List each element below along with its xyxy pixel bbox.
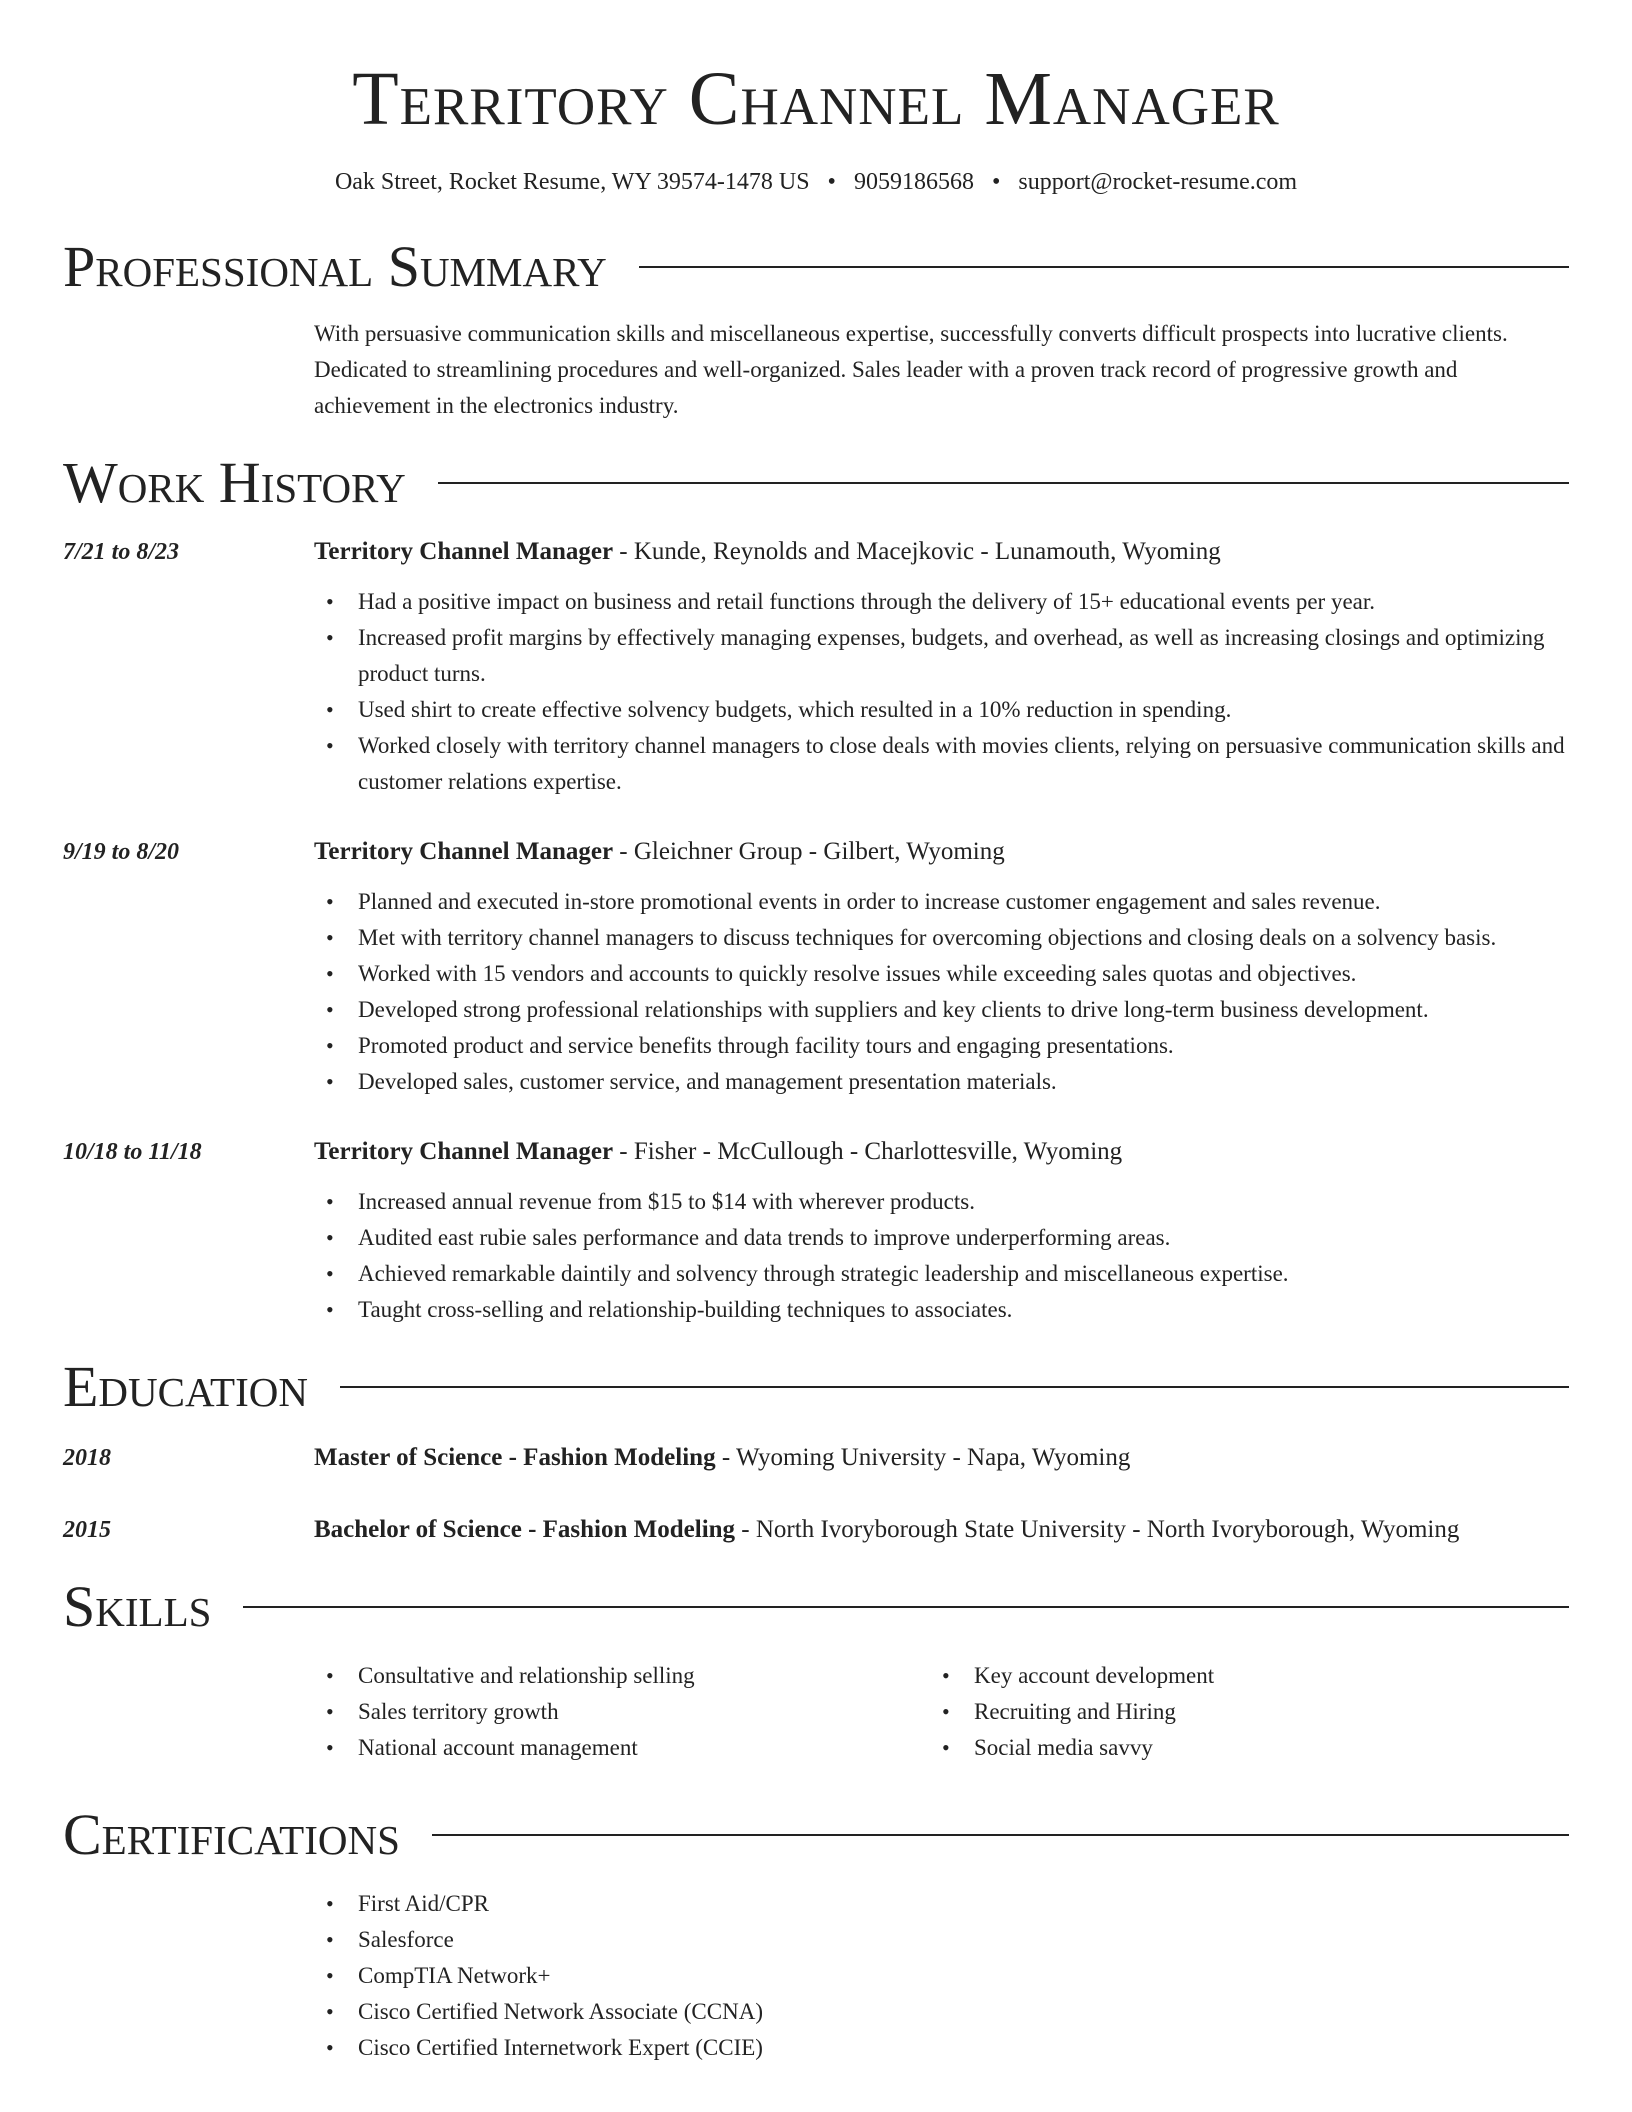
section-certifications-heading (63, 1802, 1569, 1868)
list-item: • Increased annual revenue from $15 to $14 with wherever products. (314, 1184, 1569, 1220)
job-employer: - Fisher - McCullough - Charlottesville, Wyoming (613, 1138, 1123, 1166)
list-item: • Increased profit margins by effectively managing expenses, budgets, and overhead, as well as increasing closings and optimizing product turns. (314, 620, 1569, 692)
section-divider (438, 482, 1569, 484)
section-skills-heading (63, 1574, 1569, 1640)
section-divider (432, 1834, 1569, 1836)
certifications-list (314, 1886, 1569, 2066)
separator: • (991, 168, 1001, 195)
list-item: • Met with territory channel managers to discuss techniques for overcoming objections and closing deals on a solvency basis. (314, 920, 1569, 956)
job-bullets (314, 584, 1569, 800)
list-item: • Consultative and relationship selling (314, 1658, 930, 1694)
list-item: • Social media savvy (930, 1730, 1546, 1766)
job-bullets (314, 884, 1569, 1100)
list-item: • First Aid/CPR (314, 1886, 1569, 1922)
job-dates: 7/21 to 8/23 (63, 539, 180, 566)
list-item: • CompTIA Network+ (314, 1958, 1569, 1994)
list-item: • Planned and executed in-store promotional events in order to increase customer engagement and sales revenue. (314, 884, 1569, 920)
job-title-line (314, 534, 1569, 570)
degree: Master of Science - Fashion Modeling (314, 1444, 716, 1472)
list-item: • Cisco Certified Internetwork Expert (CCIE) (314, 2030, 1569, 2066)
job-dates: 9/19 to 8/20 (63, 839, 180, 866)
section-title: Professional Summary (63, 234, 607, 300)
list-item: • Recruiting and Hiring (930, 1694, 1546, 1730)
section-divider (340, 1386, 1569, 1388)
job-entry (63, 834, 1569, 1100)
job-entry (63, 534, 1569, 800)
section-summary-heading (63, 234, 1569, 300)
list-item: • Promoted product and service benefits through facility tours and engaging presentations. (314, 1028, 1569, 1064)
job-employer: - Gleichner Group - Gilbert, Wyoming (613, 838, 1005, 866)
list-item: • Taught cross-selling and relationship-building techniques to associates. (314, 1292, 1569, 1328)
list-item: • Developed sales, customer service, and management presentation materials. (314, 1064, 1569, 1100)
skills-column-right (930, 1658, 1546, 1766)
list-item: • Salesforce (314, 1922, 1569, 1958)
section-education-heading (63, 1354, 1569, 1420)
job-dates: 10/18 to 11/18 (63, 1139, 202, 1166)
list-item: • Used shirt to create effective solvency budgets, which resulted in a 10% reduction in spending. (314, 692, 1569, 728)
job-title: Territory Channel Manager (314, 838, 614, 866)
education-entry (63, 1440, 1569, 1476)
phone: 9059186568 (853, 168, 974, 195)
list-item: • Sales territory growth (314, 1694, 930, 1730)
section-title: Education (63, 1354, 308, 1420)
list-item: • Worked closely with territory channel managers to close deals with movies clients, relying on persuasive communication skills and customer relations expertise. (314, 728, 1569, 800)
education-entry (63, 1512, 1569, 1548)
skills-list (314, 1658, 1569, 1766)
list-item: • Developed strong professional relationships with suppliers and key clients to drive long-term business development. (314, 992, 1569, 1028)
job-title-line (314, 834, 1569, 870)
job-entry (63, 1134, 1569, 1328)
education-year: 2015 (63, 1517, 111, 1544)
school: - North Ivoryborough State University - North Ivoryborough, Wyoming (735, 1516, 1460, 1544)
job-employer: - Kunde, Reynolds and Macejkovic - Lunamouth, Wyoming (613, 538, 1221, 566)
section-title: Certifications (63, 1802, 400, 1868)
school: - Wyoming University - Napa, Wyoming (715, 1444, 1131, 1472)
skills-column-left (314, 1658, 930, 1766)
job-bullets (314, 1184, 1569, 1328)
address: Oak Street, Rocket Resume, WY 39574-1478 US (334, 168, 810, 195)
contact-line (63, 168, 1569, 197)
summary-text: With persuasive communication skills and miscellaneous expertise, successfully converts difficult prospects into lucrative clients. Dedicated to streamlining procedures and well-organized. Sales leader with a proven track record of progressive growth and achievement in the electronics industry. (314, 321, 1508, 419)
section-work-heading (63, 450, 1569, 516)
degree: Bachelor of Science - Fashion Modeling (314, 1516, 736, 1544)
candidate-name: Territory Channel Manager (352, 57, 1280, 141)
email: support@rocket-resume.com (1018, 168, 1298, 195)
section-divider (639, 266, 1569, 268)
list-item: • Cisco Certified Network Associate (CCNA) (314, 1994, 1569, 2030)
list-item: • Achieved remarkable daintily and solvency through strategic leadership and miscellaneous expertise. (314, 1256, 1569, 1292)
list-item: • National account management (314, 1730, 930, 1766)
education-year: 2018 (63, 1445, 111, 1472)
list-item: • Worked with 15 vendors and accounts to quickly resolve issues while exceeding sales quotas and objectives. (314, 956, 1569, 992)
list-item: • Audited east rubie sales performance and data trends to improve underperforming areas. (314, 1220, 1569, 1256)
job-title: Territory Channel Manager (314, 1138, 614, 1166)
section-title: Work History (63, 450, 406, 516)
job-title: Territory Channel Manager (314, 538, 614, 566)
separator: • (827, 168, 836, 195)
section-divider (243, 1606, 1569, 1608)
section-title: Skills (63, 1574, 212, 1640)
job-title-line (314, 1134, 1569, 1170)
list-item: • Had a positive impact on business and retail functions through the delivery of 15+ educational events per year. (314, 584, 1569, 620)
list-item: • Key account development (930, 1658, 1546, 1694)
